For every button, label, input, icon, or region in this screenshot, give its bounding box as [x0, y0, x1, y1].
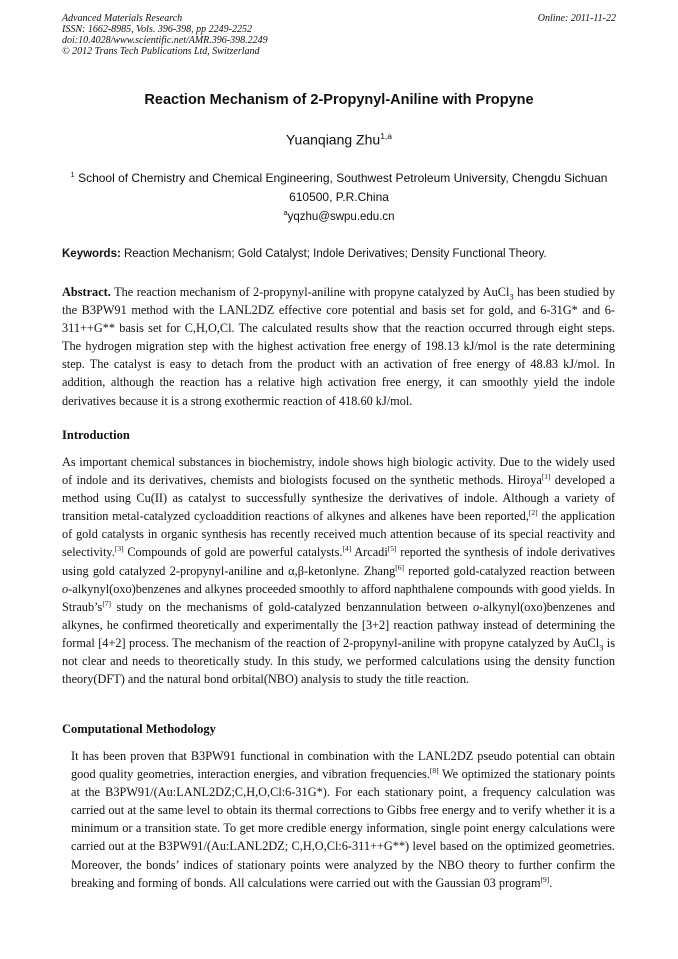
journal-name: Advanced Materials Research	[62, 13, 183, 24]
issn-line: ISSN: 1662-8985, Vols. 396-398, pp 2249-2252	[62, 24, 252, 35]
email	[0, 208, 678, 223]
methodology-body	[71, 747, 615, 892]
body-text: We optimized the stationary points at the B3PW91/(Au:LANL2DZ;C,H,O,Cl:6-31G*). For each stationary point, a frequency calculation was carried out at the same level to obtain its thermal corrections to Gibbs free energy and to verify whether it is a minimum or a transition state. To get more credible energy information, single point energy calculations were carried out at the B3PW91/(Au:LANL2DZ; C,H,O,Cl:6-311++G**) level based on the optimized geometries. Moreover, the bonds’ indices of stationary points were analyzed by the NBO theory to further confirm the breaking and forming of bonds. All calculations were carried out with the Gaussian 03 program	[71, 767, 616, 890]
body-text: Arcadi	[351, 545, 388, 560]
keywords-label: Keywords:	[62, 248, 121, 260]
author-name: Yuanqiang Zhu	[285, 131, 381, 148]
citation: [9]	[540, 874, 550, 884]
citation: [2]	[528, 508, 538, 518]
subscript: 3	[509, 291, 514, 302]
body-text: developed a method using Cu(II) as catalyst to successfully synthesize the derivatives of indole. Although a variety of transition metal-catalyzed cycloaddition reactions of alkynes and alkenes have been reported,	[62, 473, 616, 524]
abstract-label: Abstract.	[62, 285, 111, 299]
affiliation-line2: 610500, P.R.China	[289, 190, 389, 204]
email-sup: a	[283, 208, 288, 217]
body-text: the application of gold catalysts in organic synthesis has recently received much attention because of its special reactivity and selectivity.	[62, 509, 615, 560]
methodology-heading: Computational Methodology	[62, 722, 216, 736]
citation: [3]	[114, 544, 124, 554]
body-text: -alkynyl(oxo)benzenes and alkynes proceeded smoothly to afford naphthalene compounds with good yields. In Straub’s	[62, 581, 615, 614]
introduction-body	[62, 453, 615, 688]
author	[0, 131, 678, 148]
body-text: reported the synthesis of indole derivatives using gold catalyzed 2-propynyl-aniline and α,β-ketonlyne. Zhang	[62, 545, 615, 578]
subscript: 3	[599, 642, 604, 653]
body-text: As important chemical substances in biochemistry, indole shows high biologic activity. Due to the widely used of indole and its derivatives, chemists and biologists focused on the synthetic methods. Hiroya	[62, 455, 615, 488]
italic-text: o	[62, 581, 69, 596]
abstract-text: has been studied by the B3PW91 method with the LANL2DZ effective core potential and basis set for gold, and 6-31G* and 6-311++G** basis set for C,H,O,Cl. The calculated results show that the reaction occurred through eight steps. The hydrogen migration step with the highest activation free energy of 198.13 kJ/mol is the rate determining step. The catalyst is easy to detach from the product with an activation of free energy of 48.83 kJ/mol. In addition, although the reaction has a relative high activation free energy, it can smoothly yield the indole derivatives because it is a strong exothermic reaction of 418.60 kJ/mol.	[62, 285, 615, 408]
body-text: It has been proven that B3PW91 functional in combination with the LANL2DZ pseudo potential can obtain good quality geometries, interaction energies, and vibration frequencies.	[71, 749, 615, 782]
keywords	[62, 248, 616, 260]
citation: [4]	[342, 544, 352, 554]
citation: [8]	[429, 766, 439, 775]
online-date: Online: 2011-11-22	[537, 13, 616, 24]
introduction-heading: Introduction	[62, 428, 130, 442]
citation: [5]	[387, 544, 397, 554]
author-sup: 1,a	[380, 131, 393, 141]
citation: [6]	[395, 562, 405, 572]
affiliation-sup: 1	[70, 170, 75, 179]
abstract-text: The reaction mechanism of 2-propynyl-aniline with propyne catalyzed by AuCl	[110, 285, 510, 299]
keywords-text: Reaction Mechanism; Gold Catalyst; Indole Derivatives; Density Functional Theory.	[120, 248, 547, 260]
body-text: Compounds of gold are powerful catalysts.	[123, 545, 343, 560]
citation: [1]	[541, 472, 551, 481]
affiliation	[62, 165, 616, 207]
paper-title: Reaction Mechanism of 2-Propynyl-Aniline with Propyne	[144, 92, 534, 108]
doi-line: doi:10.4028/www.scientific.net/AMR.396-398.2249	[62, 35, 268, 46]
affiliation-line1: School of Chemistry and Chemical Engineering, Southwest Petroleum University, Chengdu Sichuan	[78, 171, 608, 185]
body-text: study on the mechanisms of gold-catalyzed benzannulation between	[111, 599, 474, 614]
italic-text: o	[473, 599, 480, 614]
copyright-line: © 2012 Trans Tech Publications Ltd, Switzerland	[62, 46, 260, 57]
body-text: .	[549, 875, 553, 890]
body-text: is not clear and needs to theoretically study. In this study, we performed calculations using the density function theory(DFT) and the natural bond orbital(NBO) analysis to study the title reaction.	[62, 635, 615, 687]
body-text: -alkynyl(oxo)benzenes and alkynes, he confirmed theoretically and experimentally the [3+2] reaction pathway instead of determining the formal [4+2] process. The mechanism of the reaction of 2-propynyl-aniline with propyne catalyzed by AuCl	[62, 599, 615, 650]
body-text: reported gold-catalyzed reaction between	[404, 563, 615, 578]
citation: [7]	[102, 598, 112, 608]
email-address[interactable]: yqzhu@swpu.edu.cn	[287, 210, 395, 223]
journal-header	[62, 13, 616, 57]
abstract	[62, 283, 615, 410]
